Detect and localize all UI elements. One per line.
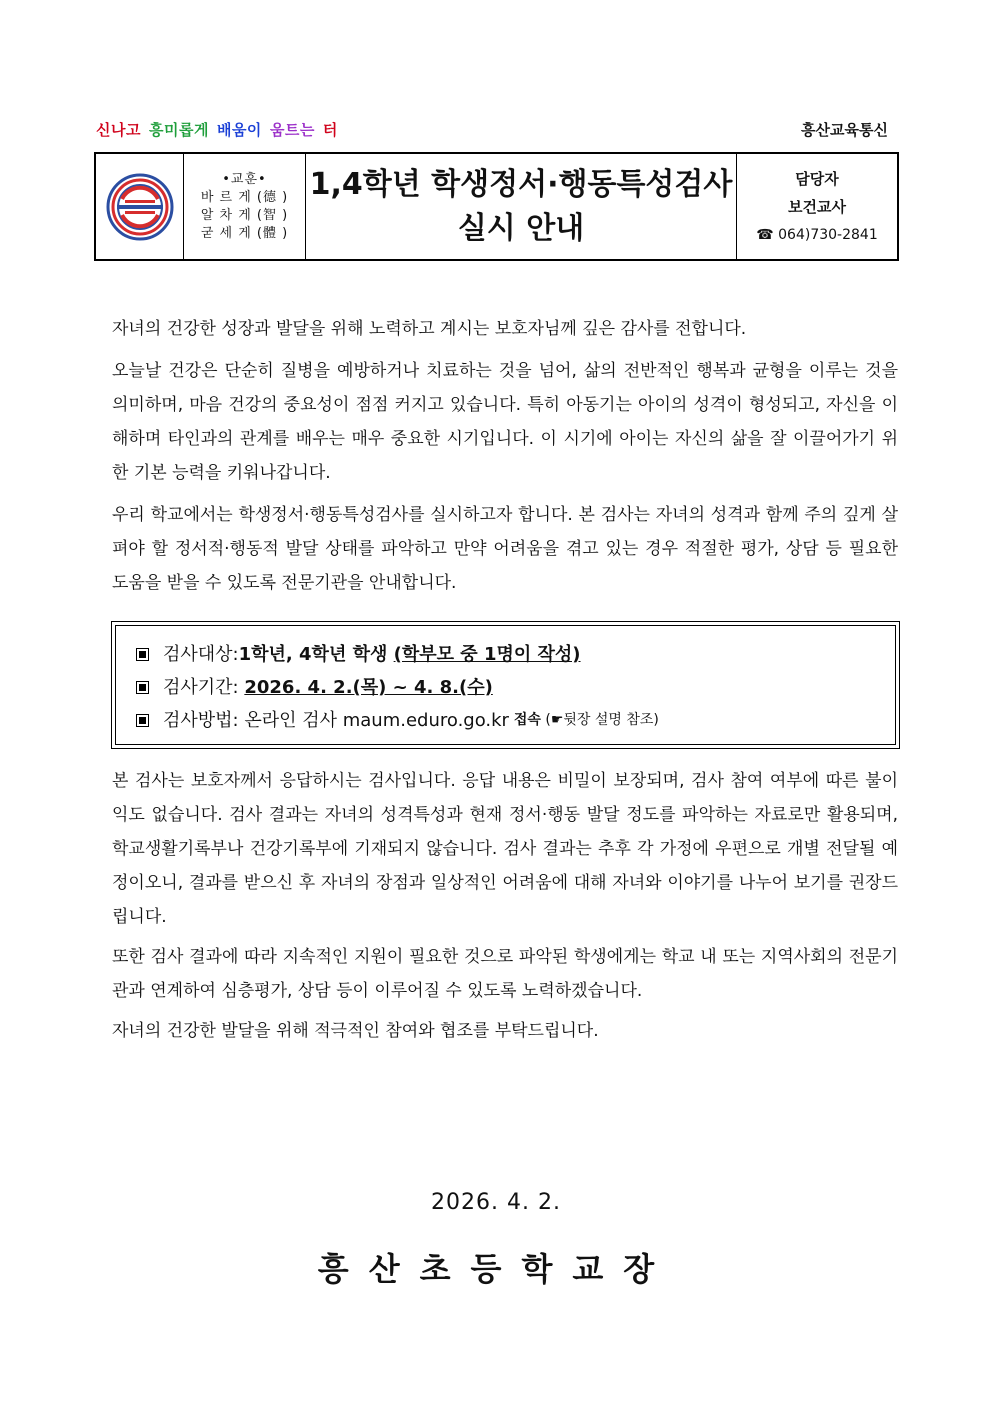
contact-role: 담당자 <box>795 169 839 188</box>
school-emblem-icon <box>105 172 175 242</box>
info-row-target <box>136 638 895 671</box>
contact-phone: ☎ 064)730-2841 <box>756 226 878 243</box>
bullet-square-icon <box>136 714 149 727</box>
info-row-method <box>136 704 895 737</box>
slogan-word-3: 배움이 <box>216 121 262 139</box>
bullet-square-icon <box>136 648 149 661</box>
school-motto <box>184 154 306 259</box>
body-top <box>112 312 898 600</box>
target-value: 1학년, 4학년 학생 <box>238 644 394 665</box>
motto-line-2: 알 차 게 (智 ) <box>200 207 289 223</box>
slogan-word-2: 흥미롭게 <box>148 121 209 139</box>
target-label: 검사대상: <box>163 644 239 665</box>
contact-info <box>737 154 897 259</box>
signer: 흥산초등학교장 <box>317 1250 675 1288</box>
slogan-word-4: 움트는 <box>269 121 315 139</box>
info-row-period <box>136 671 895 704</box>
method-value: 온라인 검사 maum.eduro.go.kr <box>244 710 509 731</box>
body-bottom <box>112 764 898 1048</box>
motto-line-3: 굳 세 게 (體 ) <box>200 225 289 241</box>
paragraph-5: 또한 검사 결과에 따라 지속적인 지원이 필요한 것으로 파악된 학생에게는 학교 내 또는 지역사회의 전문기관과 연계하여 심층평가, 상담 등이 이루어질 수 있도록 노력하겠습니다. <box>112 947 898 1001</box>
motto-line-1: 바 르 게 (德 ) <box>200 189 289 205</box>
method-note: (☛뒷장 설명 참조) <box>540 712 659 728</box>
period-label: 검사기간: <box>163 677 245 698</box>
paragraph-3: 우리 학교에서는 학생정서·행동특성검사를 실시하고자 합니다. 본 검사는 자녀의 성격과 함께 주의 깊게 살펴야 할 정서적·행동적 발달 상태를 파악하고 만약 어려움을 겪고 있는 경우 적절한 평가, 상담 등 필요한 도움을 받을 수 있도록 전문기관을 안내합니다. <box>112 505 898 593</box>
method-connect: 접속 <box>508 712 541 728</box>
contact-name: 보건교사 <box>788 197 846 216</box>
method-label: 검사방법: <box>163 710 245 731</box>
title-line-2: 실시 안내 <box>457 210 585 246</box>
newsletter-name: 흥산교육통신 <box>801 121 888 139</box>
period-value: 2026. 4. 2.(목) ~ 4. 8.(수) <box>244 677 493 698</box>
paragraph-2: 오늘날 건강은 단순히 질병을 예방하거나 치료하는 것을 넘어, 삶의 전반적인 행복과 균형을 이루는 것을 의미하며, 마음 건강의 중요성이 점점 커지고 있습니다. 특히 아동기는 아이의 성격이 형성되고, 자신을 이해하며 타인과의 관계를 배우는 매우 중요한 시기입니다. 이 시기에 아이는 자신의 삶을 잘 이끌어가기 위한 기본 능력을 키워나갑니다. <box>112 361 898 483</box>
slogan-word-1: 신나고 <box>96 121 141 139</box>
header-table <box>94 152 899 261</box>
paragraph-4: 본 검사는 보호자께서 응답하시는 검사입니다. 응답 내용은 비밀이 보장되며, 검사 참여 여부에 따른 불이익도 없습니다. 검사 결과는 자녀의 성격특성과 현재 정서·행동 발달 정도를 파악하는 자료로만 활용되며, 학교생활기록부나 건강기록부에 기재되지 않습니다. 검사 결과는 추후 각 가정에 우편으로 개별 전달될 예정이오니, 결과를 받으신 후 자녀의 장점과 일상적인 어려움에 대해 자녀와 이야기를 나누어 보기를 권장드립니다. <box>112 771 898 927</box>
slogan <box>96 119 346 140</box>
document-title <box>306 154 737 259</box>
document-date: 2026. 4. 2. <box>431 1190 561 1215</box>
paragraph-6: 자녀의 건강한 발달을 위해 적극적인 참여와 협조를 부탁드립니다. <box>112 1021 599 1041</box>
bullet-square-icon <box>136 681 149 694</box>
paragraph-1: 자녀의 건강한 성장과 발달을 위해 노력하고 계시는 보호자님께 깊은 감사를 전합니다. <box>112 319 747 339</box>
target-note: (학부모 중 1명이 작성) <box>393 644 581 665</box>
motto-heading: •교훈• <box>222 171 267 187</box>
slogan-word-5: 터 <box>322 121 338 139</box>
info-box <box>111 621 900 749</box>
school-logo <box>96 154 184 259</box>
title-line-1: 1,4학년 학생정서·행동특성검사 <box>309 166 733 202</box>
